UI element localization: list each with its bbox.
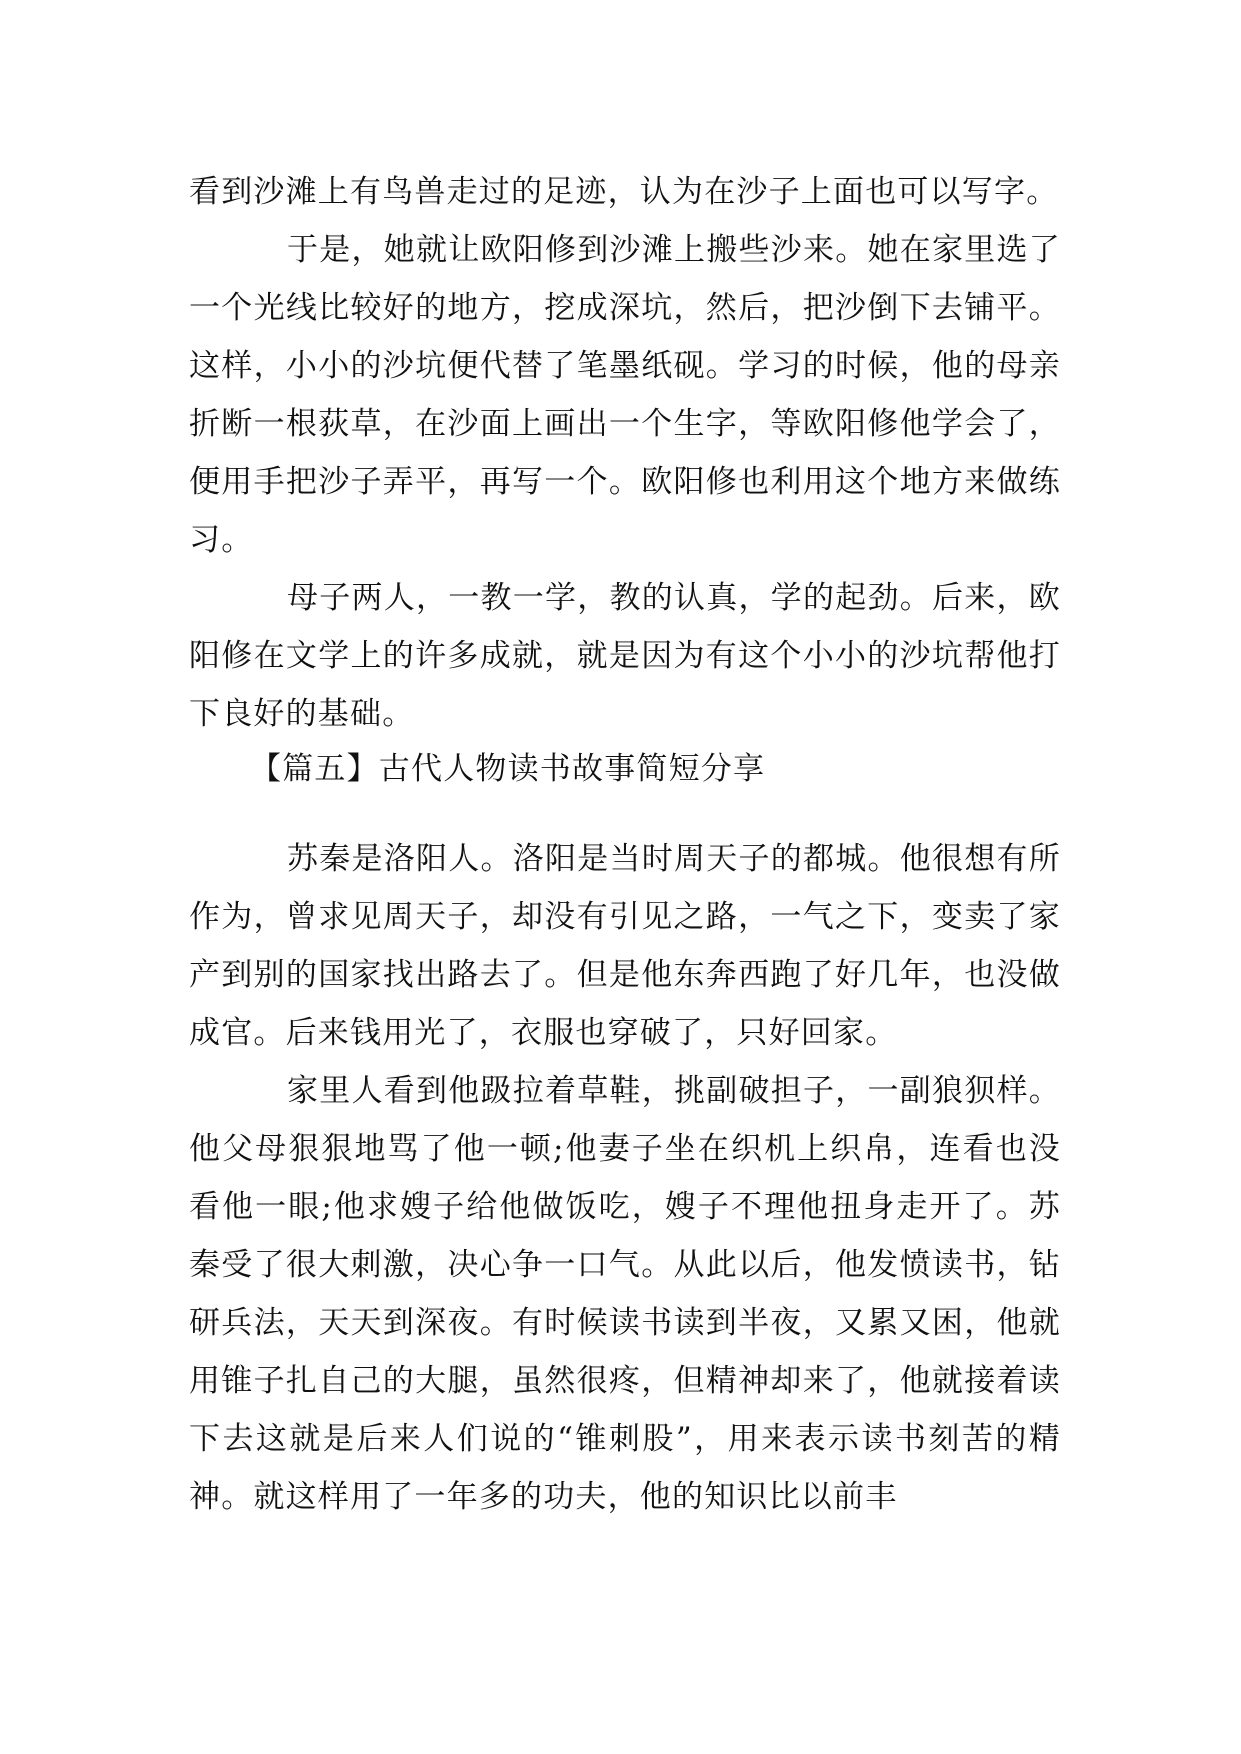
paragraph-intro: 看到沙滩上有鸟兽走过的足迹，认为在沙子上面也可以写字。: [189, 174, 1059, 210]
paragraph-suqin-study: 家里人看到他趿拉着草鞋，挑副破担子，一副狼狈样。他父母狠狠地骂了他一顿;他妻子坐在织机上织帛，连看也没看他一眼;他求嫂子给他做饭吃，嫂子不理他扭身走开了。苏秦受了很大刺激，决心争一口气。从此以后，他发愤读书，钻研兵法，天天到深夜。有时候读书读到半夜，又累又困，他就用锥子扎自己的大腿，虽然很疼，但精神却来了，他就接着读下去这就是后来人们说的“锥刺股”，用来表示读书刻苦的精神。就这样用了一年多的功夫，他的知识比以前丰: [189, 1073, 1061, 1515]
paragraph-suqin-intro: 苏秦是洛阳人。洛阳是当时周天子的都城。他很想有所作为，曾求见周天子，却没有引见之路，一气之下，变卖了家产到别的国家找出路去了。但是他东奔西跑了好几年，也没做成官。后来钱用光了，衣服也穿破了，只好回家。: [189, 841, 1061, 1051]
paragraph-sand-pit: 于是，她就让欧阳修到沙滩上搬些沙来。她在家里选了一个光线比较好的地方，挖成深坑，然后，把沙倒下去铺平。这样，小小的沙坑便代替了笔墨纸砚。学习的时候，他的母亲折断一根荻草，在沙面上画出一个生字，等欧阳修他学会了，便用手把沙子弄平，再写一个。欧阳修也利用这个地方来做练习。: [189, 232, 1061, 558]
section-heading: 【篇五】古代人物读书故事简短分享: [250, 751, 766, 787]
paragraph-mother-and-son: 母子两人，一教一学，教的认真，学的起劲。后来，欧阳修在文学上的许多成就，就是因为有这个小小的沙坑帮他打下良好的基础。: [189, 580, 1061, 732]
